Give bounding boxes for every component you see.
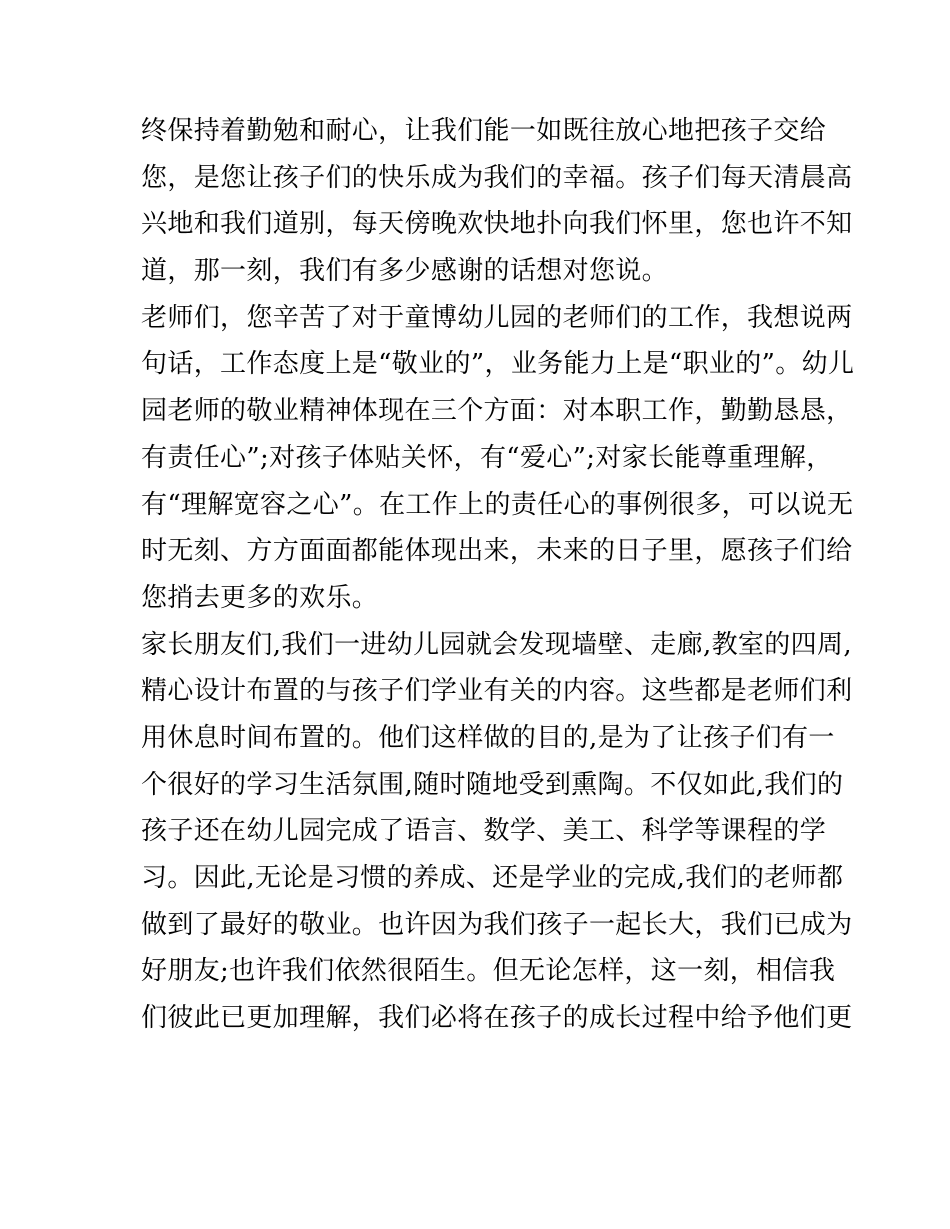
text-line-11: 您捎去更多的欢乐。 xyxy=(141,582,379,613)
body-text xyxy=(141,108,855,1042)
text-line-5: 老师们，您辛苦了对于童博幼儿园的老师们的工作，我想说两 xyxy=(141,302,853,333)
text-line-9: 有“理解宽容之心”。在工作上的责任心的事例很多，可以说无 xyxy=(141,489,854,520)
text-line-15: 个很好的学习生活氛围,随时随地受到熏陶。不仅如此,我们的 xyxy=(141,769,844,800)
text-line-20: 们彼此已更加理解，我们必将在孩子的成长过程中给予他们更 xyxy=(141,1003,853,1034)
text-line-8: 有责任心”;对孩子体贴关怀，有“爱心”;对家长能尊重理解， xyxy=(141,442,833,473)
text-line-7: 园老师的敬业精神体现在三个方面：对本职工作，勤勤恳恳， xyxy=(141,396,853,427)
text-line-1: 终保持着勤勉和耐心，让我们能一如既往放心地把孩子交给 xyxy=(141,116,827,146)
text-line-14: 用休息时间布置的。他们这样做的目的,是为了让孩子们有一 xyxy=(141,722,835,753)
text-line-13: 精心设计布置的与孩子们学业有关的内容。这些都是老师们利 xyxy=(141,676,853,707)
text-line-19: 好朋友;也许我们依然很陌生。但无论怎样，这一刻，相信我 xyxy=(141,956,836,987)
text-line-16: 孩子还在幼儿园完成了语言、数学、美工、科学等课程的学 xyxy=(141,816,827,847)
text-line-6: 句话，工作态度上是“敬业的”，业务能力上是“职业的”。幼儿 xyxy=(141,349,855,380)
text-line-2: 您，是您让孩子们的快乐成为我们的幸福。孩子们每天清晨高 xyxy=(141,162,853,193)
text-line-3: 兴地和我们道别，每天傍晚欢快地扑向我们怀里，您也许不知 xyxy=(141,209,853,240)
text-line-4: 道，那一刻，我们有多少感谢的话想对您说。 xyxy=(141,256,669,287)
text-line-10: 时无刻、方方面面都能体现出来，未来的日子里，愿孩子们给 xyxy=(141,536,853,567)
text-line-12: 家长朋友们,我们一进幼儿园就会发现墙壁、走廊,教室的四周, xyxy=(141,629,852,660)
text-line-17: 习。因此,无论是习惯的养成、还是学业的完成,我们的老师都 xyxy=(141,863,844,893)
text-line-18: 做到了最好的敬业。也许因为我们孩子一起长大，我们已成为 xyxy=(141,909,853,940)
